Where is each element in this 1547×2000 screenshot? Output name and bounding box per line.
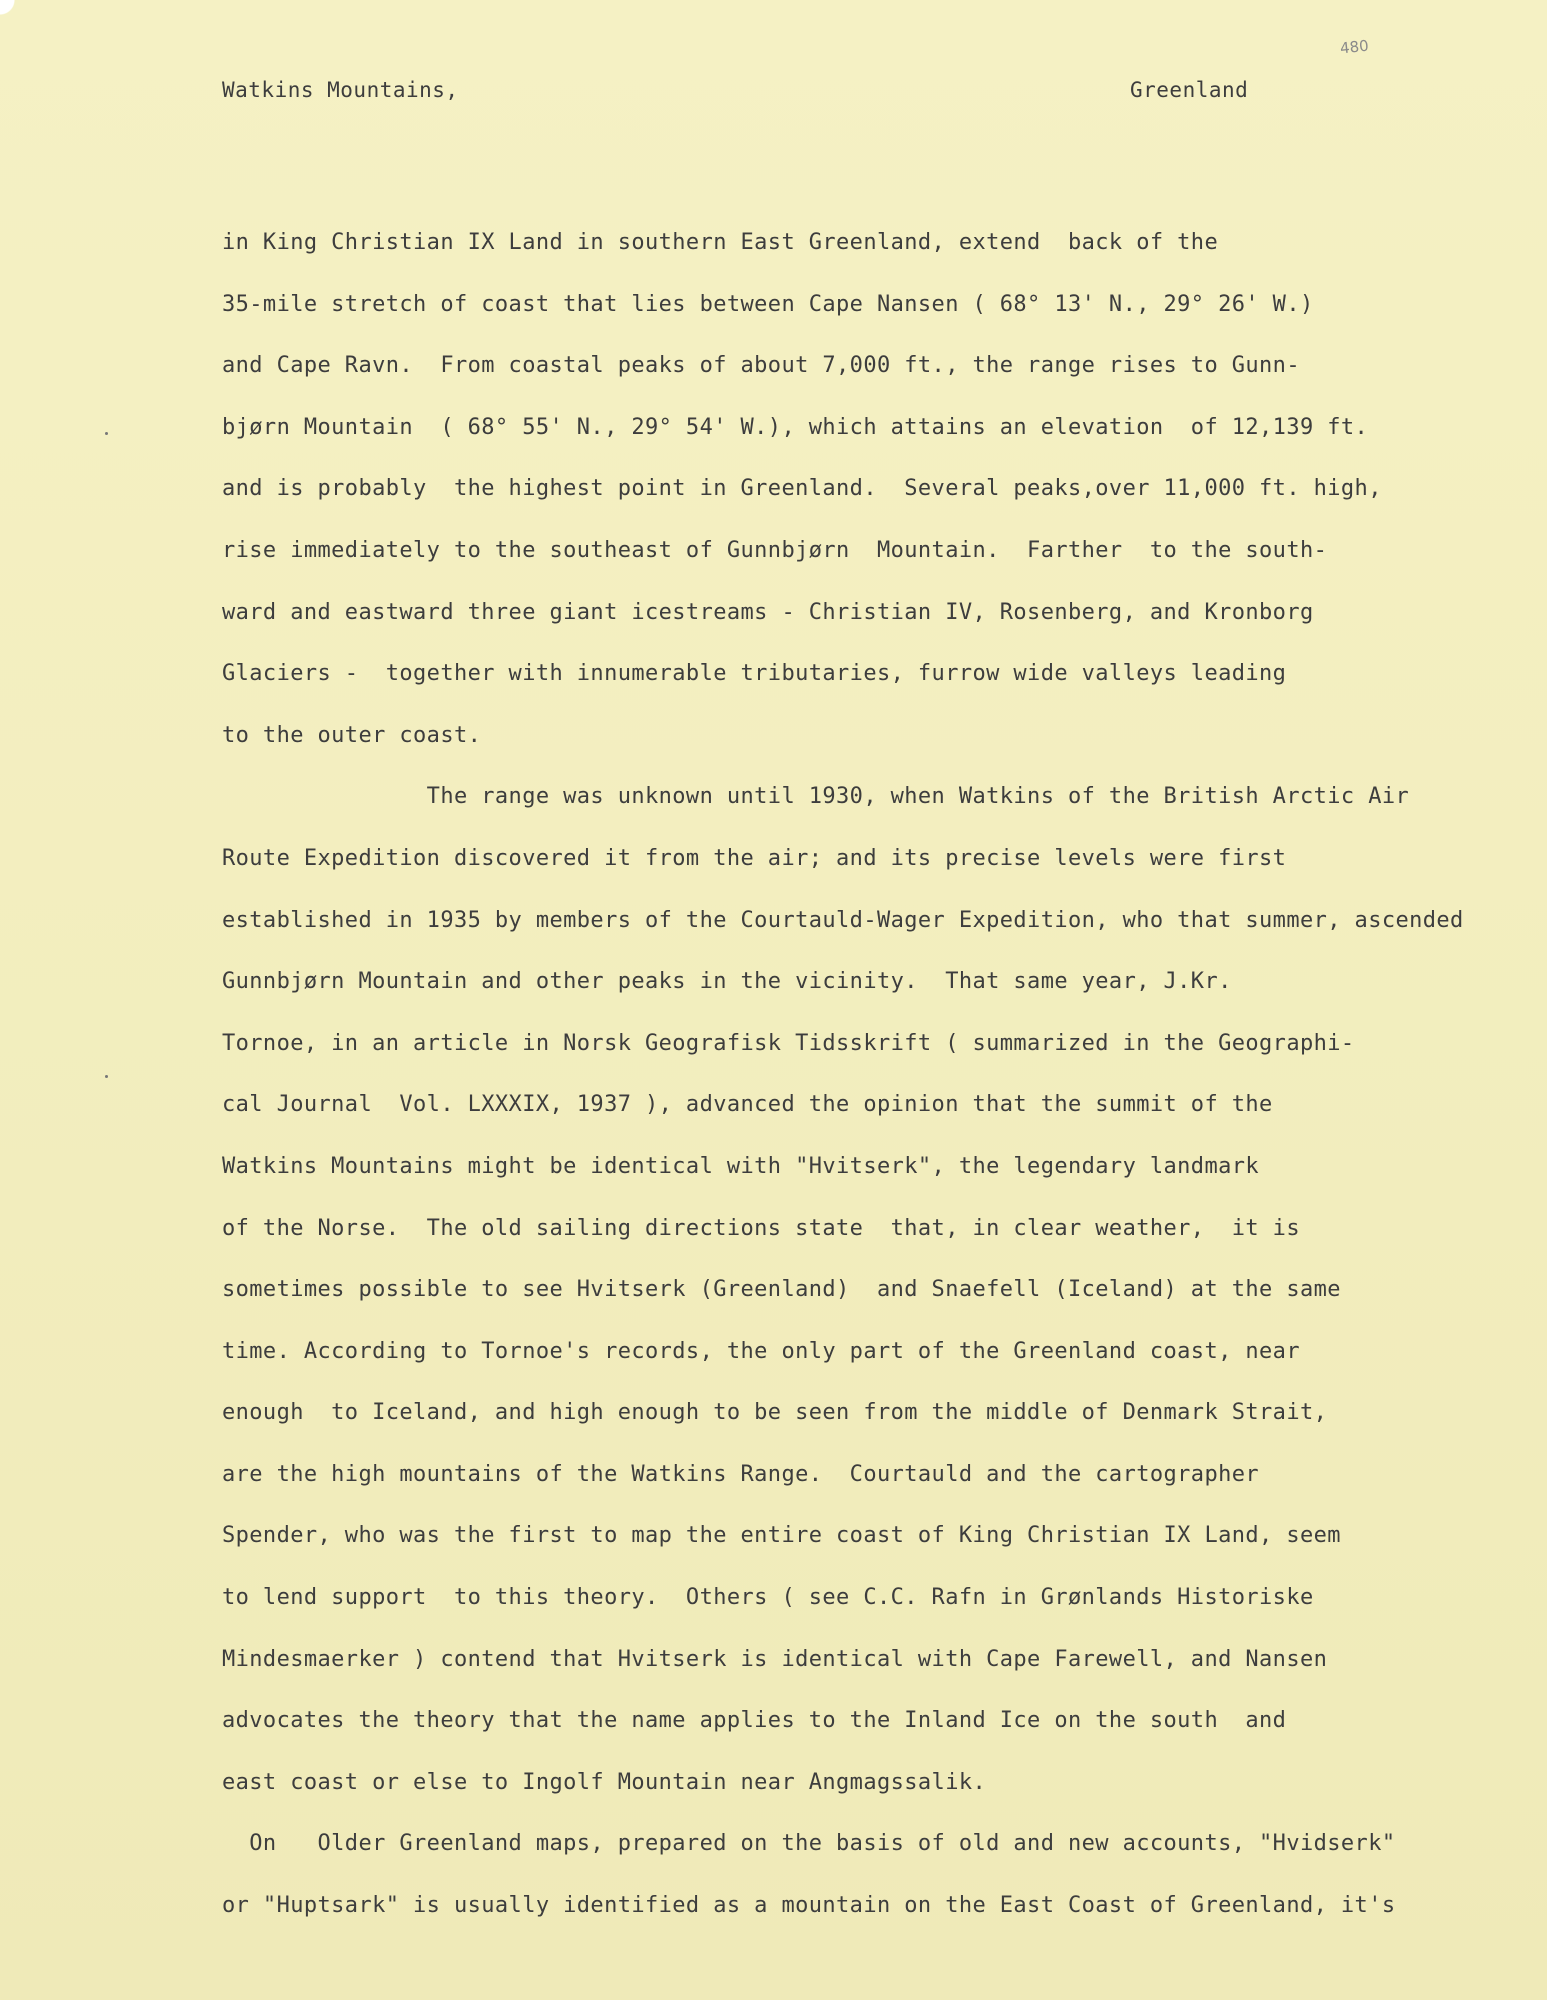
text-line: On Older Greenland maps, prepared on the basis of old and new accounts, "Hvidserk" bbox=[222, 1831, 1396, 1857]
text-line: of the Norse. The old sailing directions state that, in clear weather, it is bbox=[222, 1215, 1300, 1241]
text-line: Glaciers - together with innumerable tributaries, furrow wide valleys leading bbox=[222, 661, 1287, 687]
text-line: are the high mountains of the Watkins Range. Courtauld and the cartographer bbox=[222, 1461, 1260, 1487]
text-line: bjørn Mountain ( 68° 55' N., 29° 54' W.), which attains an elevation of 12,139 ft. bbox=[222, 414, 1369, 440]
text-line: Mindesmaerker ) contend that Hvitserk is identical with Cape Farewell, and Nansen bbox=[222, 1646, 1328, 1672]
text-line: Watkins Mountains might be identical with "Hvitserk", the legendary landmark bbox=[222, 1153, 1260, 1179]
margin-dot bbox=[105, 1075, 108, 1078]
text-line: and is probably the highest point in Greenland. Several peaks,over 11,000 ft. high, bbox=[222, 476, 1382, 502]
text-line: rise immediately to the southeast of Gunnbjørn Mountain. Farther to the south- bbox=[222, 537, 1328, 563]
margin-dot bbox=[105, 432, 108, 435]
page-number: 480 bbox=[1339, 36, 1370, 58]
text-line: in King Christian IX Land in southern East Greenland, extend back of the bbox=[222, 230, 1219, 255]
text-line: to lend support to this theory. Others ( see C.C. Rafn in Grønlands Historiske bbox=[222, 1585, 1314, 1611]
text-line: enough to Iceland, and high enough to be seen from the middle of Denmark Strait, bbox=[222, 1400, 1328, 1426]
text-line: Route Expedition discovered it from the air; and its precise levels were first bbox=[222, 845, 1287, 871]
text-line: Spender, who was the first to map the entire coast of King Christian IX Land, seem bbox=[222, 1523, 1341, 1549]
text-line: and Cape Ravn. From coastal peaks of about 7,000 ft., the range rises to Gunn- bbox=[222, 353, 1300, 379]
text-line: The range was unknown until 1930, when Watkins of the British Arctic Air bbox=[222, 784, 1410, 810]
document-title: Watkins Mountains, bbox=[222, 78, 459, 102]
text-line: Tornoe, in an article in Norsk Geografisk Tidsskrift ( summarized in the Geographi- bbox=[222, 1030, 1355, 1056]
text-line: cal Journal Vol. LXXXIX, 1937 ), advanced the opinion that the summit of the bbox=[222, 1092, 1273, 1118]
text-line: time. According to Tornoe's records, the only part of the Greenland coast, near bbox=[222, 1338, 1300, 1364]
text-line: Gunnbjørn Mountain and other peaks in the vicinity. That same year, J.Kr. bbox=[222, 969, 1232, 995]
text-line: established in 1935 by members of the Courtauld-Wager Expedition, who that summer, ascended bbox=[222, 907, 1464, 933]
text-line: advocates the theory that the name applies to the Inland Ice on the south and bbox=[222, 1708, 1287, 1734]
page-corner bbox=[0, 0, 40, 40]
text-line: or "Huptsark" is usually identified as a mountain on the East Coast of Greenland, it's bbox=[222, 1893, 1396, 1919]
text-line: ward and eastward three giant icestreams - Christian IV, Rosenberg, and Kronborg bbox=[222, 599, 1314, 625]
document-region: Greenland bbox=[1130, 78, 1249, 102]
text-line: east coast or else to Ingolf Mountain near Angmagssalik. bbox=[222, 1769, 987, 1795]
document-body bbox=[222, 228, 1522, 1953]
text-line: 35-mile stretch of coast that lies between Cape Nansen ( 68° 13' N., 29° 26' W.) bbox=[222, 291, 1314, 317]
text-line: to the outer coast. bbox=[222, 722, 482, 748]
text-line: sometimes possible to see Hvitserk (Greenland) and Snaefell (Iceland) at the same bbox=[222, 1277, 1341, 1303]
